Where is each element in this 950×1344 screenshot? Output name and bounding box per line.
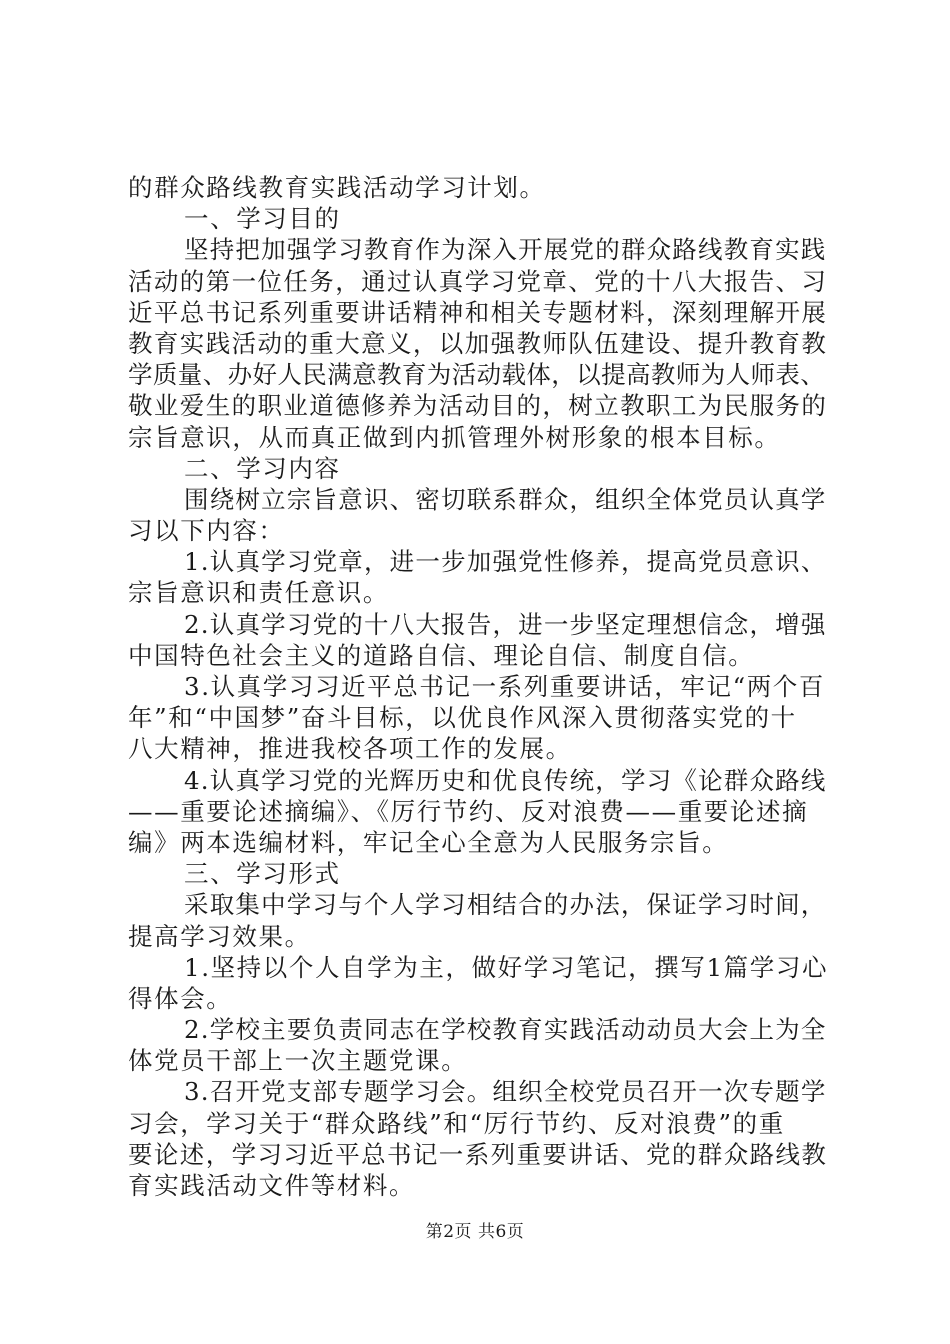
text-line: 习以下内容：	[128, 516, 285, 546]
text-line: 育实践活动文件等材料。	[128, 1171, 416, 1200]
text-line: 1.认真学习党章，进一步加强党性修养，提高党员意识、	[184, 547, 827, 577]
text-line: 教育实践活动的重大意义，以加强教师队伍建设、提升教育教	[128, 328, 828, 358]
text-line: 2.学校主要负责同志在学校教育实践活动动员大会上为全	[184, 1015, 827, 1045]
text-line: 二、学习内容	[184, 453, 341, 483]
text-line: 3.召开党支部专题学习会。组织全校党员召开一次专题学	[184, 1077, 827, 1107]
text-line: 采取集中学习与个人学习相结合的办法，保证学习时间，	[184, 890, 827, 920]
text-line: 三、学习形式	[184, 859, 341, 889]
text-line: 习会，学习关于“群众路线”和“厉行节约、反对浪费”的重	[128, 1108, 785, 1138]
text-line: 要论述，学习习近平总书记一系列重要讲话、党的群众路线教	[128, 1139, 828, 1169]
text-line: 4.认真学习党的光辉历史和优良传统，学习《论群众路线	[184, 765, 827, 795]
text-line: 年”和“中国梦”奋斗目标，以优良作风深入贯彻落实党的十	[128, 703, 797, 733]
text-line: 3.认真学习习近平总书记一系列重要讲话，牢记“两个百	[184, 672, 825, 701]
text-line: 提高学习效果。	[128, 921, 311, 951]
text-line: 编》两本选编材料，牢记全心全意为人民服务宗旨。	[128, 827, 729, 857]
text-line: 围绕树立宗旨意识、密切联系群众，组织全体党员认真学	[184, 484, 827, 514]
text-line: 的群众路线教育实践活动学习计划。	[128, 173, 546, 202]
text-line: 体党员干部上一次主题党课。	[128, 1046, 468, 1076]
text-line: 近平总书记系列重要讲话精神和相关专题材料，深刻理解开展	[128, 297, 828, 327]
document-body	[128, 172, 828, 1201]
text-line: 宗旨意识和责任意识。	[128, 578, 389, 608]
text-line: 1.坚持以个人自学为主，做好学习笔记，撰写1篇学习心	[184, 952, 829, 982]
text-line: 中国特色社会主义的道路自信、理论自信、制度自信。	[128, 640, 755, 670]
text-line: 得体会。	[128, 983, 233, 1013]
text-line: 2.认真学习党的十八大报告，进一步坚定理想信念，增强	[184, 609, 827, 639]
text-line: 活动的第一位任务，通过认真学习党章、党的十八大报告、习	[128, 266, 828, 296]
text-line: 敬业爱生的职业道德修养为活动目的，树立教职工为民服务的	[128, 391, 828, 421]
text-line: 坚持把加强学习教育作为深入开展党的群众路线教育实践	[184, 235, 827, 265]
text-line: 八大精神，推进我校各项工作的发展。	[128, 734, 572, 764]
text-line: 一、学习目的	[184, 204, 341, 234]
text-line: 宗旨意识，从而真正做到内抓管理外树形象的根本目标。	[128, 422, 781, 452]
text-line: 学质量、办好人民满意教育为活动载体，以提高教师为人师表、	[128, 360, 826, 390]
text-line: ——重要论述摘编》、《厉行节约、反对浪费——重要论述摘	[128, 796, 809, 826]
page-footer: 第2页 共6页	[425, 1222, 525, 1242]
